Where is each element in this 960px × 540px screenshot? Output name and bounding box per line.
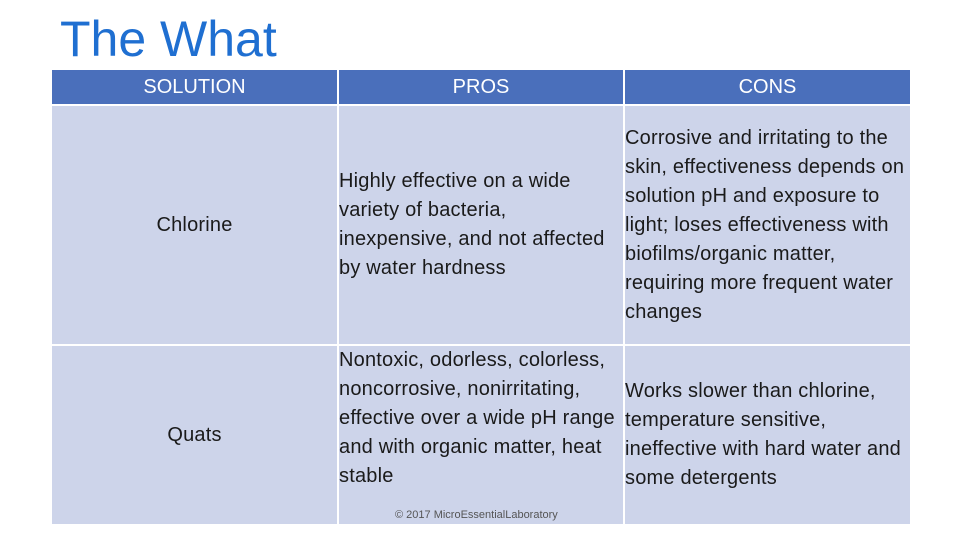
header-solution: SOLUTION xyxy=(51,69,338,105)
table-row xyxy=(51,345,911,525)
pros-cell: Highly effective on a wide variety of bacteria, inexpensive, and not affected by water hardness xyxy=(338,105,624,345)
pros-cell: Nontoxic, odorless, colorless, noncorrosive, nonirritating, effective over a wide pH range and with organic matter, heat stable xyxy=(338,345,624,525)
table-row xyxy=(51,105,911,345)
cons-cell: Works slower than chlorine, temperature sensitive, ineffective with hard water and some detergents xyxy=(624,345,911,525)
copyright-watermark: © 2017 MicroEssentialLaboratory xyxy=(395,509,558,521)
comparison-table xyxy=(50,68,912,526)
header-cons: CONS xyxy=(624,69,911,105)
solution-cell: Chlorine xyxy=(51,105,338,345)
cons-cell: Corrosive and irritating to the skin, effectiveness depends on solution pH and exposure to light; loses effectiveness with biofilms/organic matter, requiring more frequent water changes xyxy=(624,105,911,345)
header-pros: PROS xyxy=(338,69,624,105)
slide-title: The What xyxy=(60,11,277,67)
table-header-row xyxy=(51,69,911,105)
solution-cell: Quats xyxy=(51,345,338,525)
